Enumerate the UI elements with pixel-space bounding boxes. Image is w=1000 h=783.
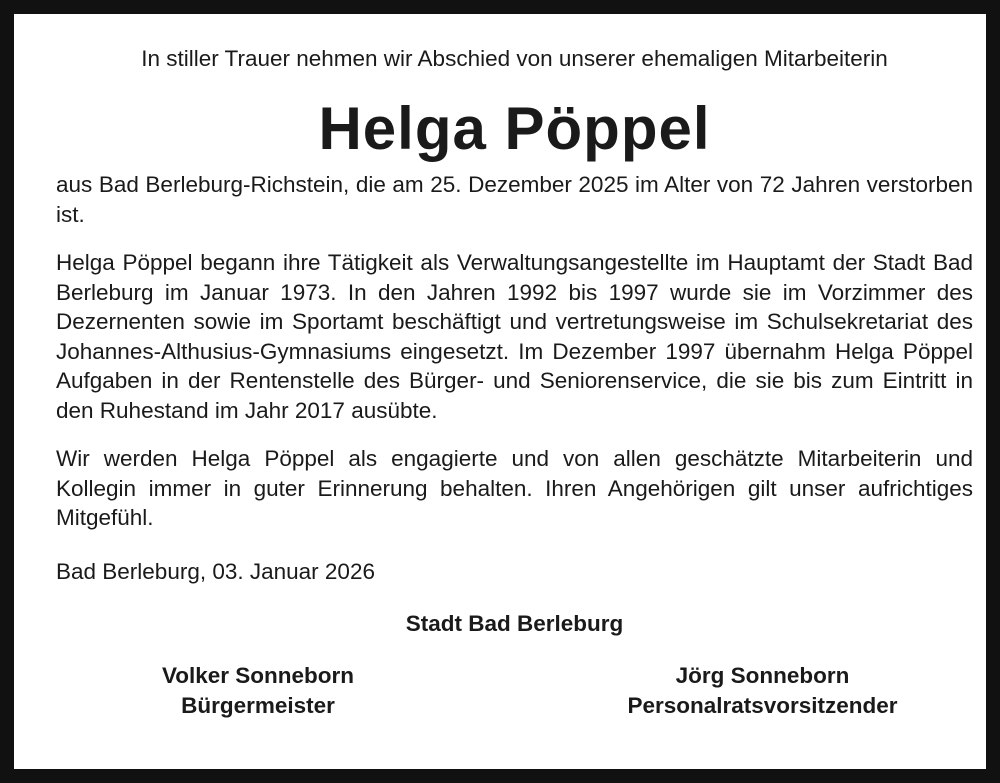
- signatory-title: Personalratsvorsitzender: [627, 692, 898, 718]
- signatory-name: Volker Sonneborn: [161, 662, 355, 688]
- place-date: Bad Berleburg, 03. Januar 2026: [56, 558, 375, 584]
- signatory-title: Bürgermeister: [181, 692, 335, 718]
- signatures: [56, 661, 973, 721]
- obituary-content: [56, 44, 973, 721]
- organization-name: Stadt Bad Berleburg: [405, 610, 624, 636]
- deceased-name: Helga Pöppel: [318, 95, 711, 162]
- signatory-staff-council: [552, 661, 973, 721]
- paragraph-origin: aus Bad Berleburg-Richstein, die am 25. Dezember 2025 im Alter von 72 Jahren verstorben ist.: [56, 172, 973, 227]
- paragraph-remembrance: Wir werden Helga Pöppel als engagierte und von allen geschätzte Mitarbeiterin und Kollegin immer in guter Erinnerung behalten. Ihren Angehörigen gilt unser aufrichtiges Mitgefühl.: [56, 446, 973, 530]
- intro-line: In stiller Trauer nehmen wir Abschied von unserer ehemaligen Mitarbeiterin: [141, 46, 888, 71]
- paragraph-career: Helga Pöppel begann ihre Tätigkeit als Verwaltungsangestellte im Hauptamt der Stadt Bad Berleburg im Januar 1973. In den Jahren 1992 bis 1997 wurde sie im Vorzimmer des Dezernenten sowie im Sportamt beschäftigt und vertretungsweise im Schulsekretariat des Johannes-Althusius-Gymnasiums eingesetzt. Im Dezember 1997 übernahm Helga Pöppel Aufgaben in der Rentenstelle des Bürger- und Seniorenservice, die sie bis zum Eintritt in den Ruhestand im Jahr 2017 ausübte.: [56, 250, 973, 423]
- signatory-name: Jörg Sonneborn: [675, 662, 850, 688]
- signatory-mayor: [56, 661, 460, 721]
